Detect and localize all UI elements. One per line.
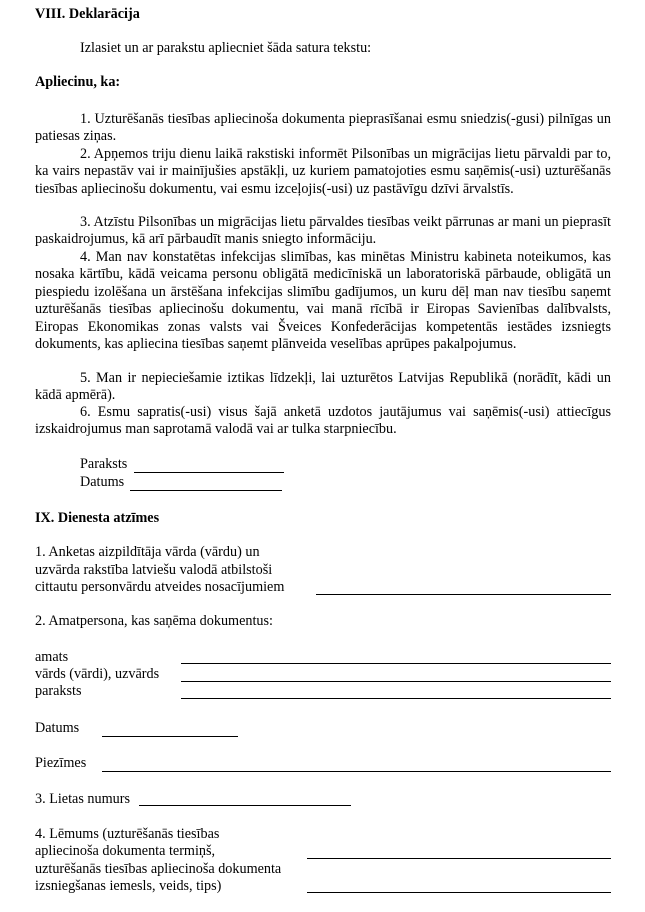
declaration-item-2: 2. Apņemos triju dienu laikā rakstiski informēt Pilsonības un migrācijas lietu pārvaldi par to, ka vairs nepastāv vai ir mainījušies apstākļi, uz kuriem pamatojoties esmu saņēmis(-usi) uzturēšanās tiesības apliecinošu dokumentu, vai esmu izceļojis(-usi) uz pastāvīgu dzīvi ārvalstīs. [35, 146, 611, 197]
decision-label-line-2: apliecinoša dokumenta termiņš, [35, 843, 216, 859]
section-9-title: IX. Dienesta atzīmes [35, 510, 160, 526]
field-1-label-line-2: uzvārda rakstība latviešu valodā atbilstoši [35, 562, 273, 578]
field-1-line[interactable] [316, 594, 611, 595]
official-signature-line[interactable] [181, 698, 611, 699]
field-1-label-line-1: 1. Anketas aizpildītāja vārda (vārdu) un [35, 544, 260, 560]
official-signature-label: paraksts [35, 683, 82, 699]
declaration-date-label: Datums [80, 474, 125, 490]
decision-label-line-3: uzturēšanās tiesības apliecinoša dokumenta [35, 861, 282, 877]
decision-line-1[interactable] [307, 858, 611, 859]
decision-label-line-1: 4. Lēmums (uzturēšanās tiesības [35, 826, 220, 842]
signature-line[interactable] [134, 472, 284, 473]
notes-label: Piezīmes [35, 755, 87, 771]
declaration-item-3: 3. Atzīstu Pilsonības un migrācijas lietu pārvaldes tiesības veikt pārrunas ar mani un pieprasīt paskaidrojumus, kā arī pārbaudīt manis sniegto informāciju. [35, 214, 611, 248]
service-date-line[interactable] [102, 736, 238, 737]
declaration-item-4: 4. Man nav konstatētas infekcijas slimības, kas minētas Ministru kabineta noteikumos, kas nosaka kārtību, kādā veicama personu obligātā medicīniskā un laboratoriskā pārbaude, obligātā un piespiedu izolēšana un ārstēšana infekcijas slimību gadījumos, un kuru dēļ man nav tiesību saņemt uzturēšanās tiesības apliecinošu dokumentu, vai manā rīcībā ir Eiropas Savienības dalībvalsts, Eiropas Ekonomikas zonas valsts vai Šveices Konfederācijas kompetentās iestādes izsniegts dokuments, kas apliecina tiesības saņemt plānveida veselības aprūpes pakalpojumus. [35, 249, 611, 353]
declaration-heading: Apliecinu, ka: [35, 74, 121, 90]
case-number-label: 3. Lietas numurs [35, 791, 130, 807]
service-date-label: Datums [35, 720, 80, 736]
decision-line-2[interactable] [307, 892, 611, 893]
notes-line[interactable] [102, 771, 611, 772]
declaration-item-5: 5. Man ir nepieciešamie iztikas līdzekļi, lai uzturētos Latvijas Republikā (norādīt, kādi un kādā apmērā). [35, 370, 611, 404]
section-8-title: VIII. Deklarācija [35, 6, 140, 22]
declaration-intro: Izlasiet un ar parakstu apliecniet šāda satura tekstu: [80, 40, 372, 56]
field-2-label: 2. Amatpersona, kas saņēma dokumentus: [35, 613, 273, 629]
official-name-line[interactable] [181, 681, 611, 682]
declaration-date-line[interactable] [130, 490, 282, 491]
signature-label: Paraksts [80, 456, 128, 472]
official-name-label: vārds (vārdi), uzvārds [35, 666, 160, 682]
field-1-label-line-3: cittautu personvārdu atveides nosacījumiem [35, 579, 285, 595]
official-position-label: amats [35, 649, 69, 665]
case-number-line[interactable] [139, 805, 351, 806]
decision-label-line-4: izsniegšanas iemesls, veids, tips) [35, 878, 222, 894]
declaration-item-1: 1. Uzturēšanās tiesības apliecinoša dokumenta pieprasīšanai esmu sniedzis(-gusi) pilnīgas un patiesas ziņas. [35, 111, 611, 145]
official-position-line[interactable] [181, 663, 611, 664]
declaration-item-6: 6. Esmu sapratis(-usi) visus šajā anketā uzdotos jautājumus vai saņēmis(-usi) attiecīgus izskaidrojumus man saprotamā valodā vai ar tulka starpniecību. [35, 404, 611, 438]
